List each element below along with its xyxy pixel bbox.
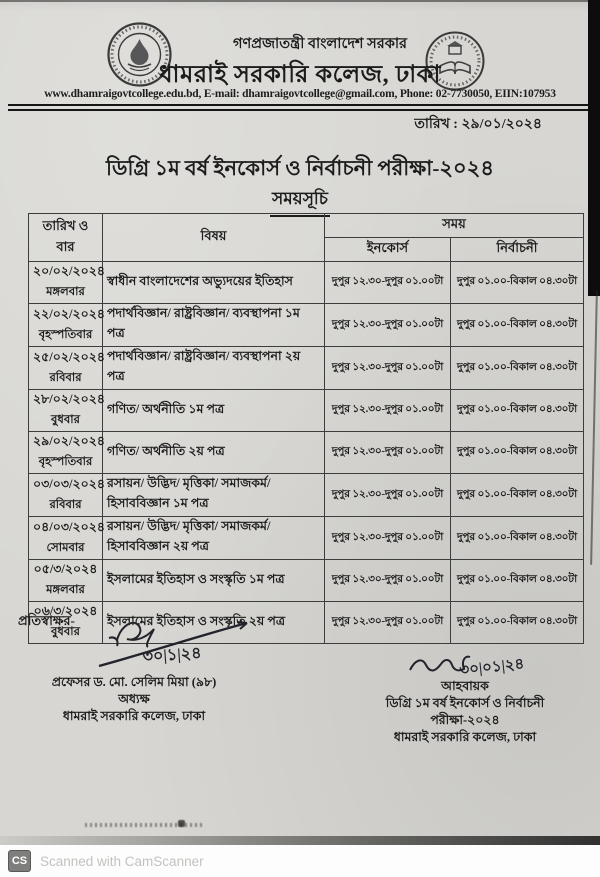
- cell-day: বৃহস্পতিবার: [38, 328, 93, 341]
- cell-date: ২৯/০২/২০২৪: [33, 434, 105, 448]
- header-incourse: ইনকোর্স: [325, 238, 451, 262]
- cell-date-day: [29, 517, 103, 560]
- principal-name: প্রফেসর ড. মো. সেলিম মিয়া (৯৮): [51, 675, 217, 689]
- principal-title: অধ্যক্ষ: [118, 692, 150, 706]
- cell-date: ০৩/০৩/২০২৪: [33, 476, 105, 491]
- header-subject: বিষয়: [103, 214, 325, 262]
- cell-subject: রসায়ন/ উদ্ভিদ/ মৃত্তিকা/ সমাজকর্ম/ হিসাববিজ্ঞান ২য় পত্র: [103, 517, 325, 560]
- convener-org: ধামরাই সরকারি কলেজ, ঢাকা: [393, 730, 537, 744]
- countersign-label: প্রতিস্বাক্ষর-: [18, 613, 75, 628]
- cell-selection-time: দুপুর ০১.০০-বিকাল ০৪.৩০টা: [451, 262, 584, 304]
- cell-day: মঙ্গলবার: [46, 286, 85, 298]
- svg-text:৩০|০১|২৪: ৩০|০১|২৪: [458, 656, 526, 679]
- cell-date: ২৮/০২/২০২৪: [33, 392, 105, 406]
- table-row: [29, 560, 584, 602]
- government-line: গণপ্রজাতন্ত্রী বাংলাদেশ সরকার: [232, 36, 408, 52]
- cell-date-day: [29, 390, 103, 432]
- cell-subject: গণিত/ অর্থনীতি ১ম পত্র: [103, 390, 325, 432]
- principal-org: ধামরাই সরকারি কলেজ, ঢাকা: [62, 709, 206, 723]
- cell-incourse-time: দুপুর ১২.৩০-দুপুর ০১.০০টা: [325, 390, 451, 432]
- cell-incourse-time: দুপুর ১২.৩০-দুপুর ০১.০০টা: [325, 474, 451, 517]
- cell-incourse-time: দুপুর ১২.৩০-দুপুর ০১.০০টা: [325, 432, 451, 474]
- cell-subject: ইসলামের ইতিহাস ও সংস্কৃতি ২য় পত্র: [103, 602, 325, 644]
- cell-date-day: [29, 560, 103, 602]
- header-time: সময়: [325, 214, 584, 238]
- cell-incourse-time: দুপুর ১২.৩০-দুপুর ০১.০০টা: [325, 517, 451, 560]
- cell-selection-time: দুপুর ০১.০০-বিকাল ০৪.৩০টা: [451, 560, 584, 602]
- scan-edge-right-shadow: [590, 290, 598, 565]
- cell-subject: ইসলামের ইতিহাস ও সংস্কৃতি ১ম পত্র: [103, 560, 325, 602]
- cell-subject: স্বাধীন বাংলাদেশের অভ্যুদয়ের ইতিহাস: [103, 262, 325, 304]
- cell-incourse-time: দুপুর ১২.৩০-দুপুর ০১.০০টা: [325, 262, 451, 304]
- convener-role: আহবায়ক: [441, 679, 489, 693]
- cell-date: ০৫/৩/২০২৪: [33, 562, 98, 576]
- table-row: [29, 474, 584, 517]
- principal-signature: [95, 610, 260, 672]
- cell-date-day: [29, 304, 103, 347]
- header-divider: [8, 104, 592, 111]
- cell-incourse-time: দুপুর ১২.৩০-দুপুর ০১.০০টা: [325, 347, 451, 390]
- convener-block: [360, 678, 570, 746]
- cell-selection-time: দুপুর ০১.০০-বিকাল ০৪.৩০টা: [451, 432, 584, 474]
- cell-selection-time: দুপুর ০১.০০-বিকাল ০৪.৩০টা: [451, 602, 584, 644]
- cell-date-day: [29, 262, 103, 304]
- cell-selection-time: দুপুর ০১.০০-বিকাল ০৪.৩০টা: [451, 304, 584, 347]
- scan-edge-top: [0, 0, 600, 2]
- cell-subject: রসায়ন/ উদ্ভিদ/ মৃত্তিকা/ সমাজকর্ম/ হিসাববিজ্ঞান ১ম পত্র: [103, 474, 325, 517]
- cell-date-day: [29, 347, 103, 390]
- table-row: [29, 390, 584, 432]
- cell-selection-time: দুপুর ০১.০০-বিকাল ০৪.৩০টা: [451, 390, 584, 432]
- table-header-row: [29, 214, 584, 238]
- cell-day: রবিবার: [49, 498, 82, 511]
- cell-day: রবিবার: [49, 371, 82, 384]
- cell-day: বুধবার: [51, 626, 80, 638]
- cell-date: ০৪/০৩/২০২৪: [33, 519, 105, 534]
- header-selection: নির্বাচনী: [451, 238, 584, 262]
- header-date-day: তারিখ ও বার: [29, 214, 103, 262]
- cell-incourse-time: দুপুর ১২.৩০-দুপুর ০১.০০টা: [325, 602, 451, 644]
- cell-subject: গণিত/ অর্থনীতি ২য় পত্র: [103, 432, 325, 474]
- cell-selection-time: দুপুর ০১.০০-বিকাল ০৪.৩০টা: [451, 474, 584, 517]
- notice-subtitle: সময়সূচি: [270, 186, 330, 217]
- cell-date: ২৫/০২/২০২৪: [33, 349, 105, 364]
- cell-selection-time: দুপুর ০১.০০-বিকাল ০৪.৩০টা: [451, 517, 584, 560]
- cell-day: বৃহস্পতিবার: [38, 456, 93, 468]
- camscanner-watermark: Scanned with CamScanner: [40, 854, 204, 869]
- table-row: [29, 347, 584, 390]
- cell-day: বুধবার: [51, 414, 80, 426]
- camscanner-footer: [0, 845, 600, 877]
- table-row: [29, 517, 584, 560]
- faint-print-mark: [178, 820, 185, 827]
- cell-subject: পদার্থবিজ্ঞান/ রাষ্ট্রবিজ্ঞান/ ব্যবস্থাপনা ২য় পত্র: [103, 347, 325, 390]
- principal-block: [28, 674, 240, 725]
- cell-subject: পদার্থবিজ্ঞান/ রাষ্ট্রবিজ্ঞান/ ব্যবস্থাপনা ১ম পত্র: [103, 304, 325, 347]
- cell-incourse-time: দুপুর ১২.৩০-দুপুর ০১.০০টা: [325, 560, 451, 602]
- table-row: [29, 432, 584, 474]
- exam-schedule-table: [28, 213, 584, 644]
- cell-selection-time: দুপুর ০১.০০-বিকাল ০৪.৩০টা: [451, 347, 584, 390]
- scan-edge-right: [588, 0, 600, 296]
- cell-date: ২২/০২/২০২৪: [33, 306, 105, 321]
- camscanner-logo-icon: CS: [8, 850, 31, 872]
- table-row: [29, 304, 584, 347]
- cell-date-day: [29, 474, 103, 517]
- convener-line2: পরীক্ষা-২০২৪: [430, 713, 500, 727]
- convener-line1: ডিগ্রি ১ম বর্ষ ইনকোর্স ও নির্বাচনী: [385, 696, 545, 710]
- notice-title: ডিগ্রি ১ম বর্ষ ইনকোর্স ও নির্বাচনী পরীক্ষা-২০২৪: [106, 156, 494, 180]
- cell-date-day: [29, 432, 103, 474]
- svg-text:৩০|১|২৪: ৩০|১|২৪: [142, 644, 203, 666]
- cell-incourse-time: দুপুর ১২.৩০-দুপুর ০১.০০টা: [325, 304, 451, 347]
- contact-line: www.dhamraigovtcollege.edu.bd, E-mail: dhamraigovtcollege@gmail.com, Phone: 02-7730050, EIIN:107953: [44, 88, 556, 100]
- faint-print-line: [85, 823, 203, 827]
- issue-date: তারিখ : ২৯/০১/২০২৪: [414, 117, 542, 132]
- cell-day: মঙ্গলবার: [46, 584, 85, 596]
- cell-day: সোমবার: [46, 541, 85, 554]
- scan-edge-bottom: [0, 836, 600, 845]
- table-row: [29, 262, 584, 304]
- cell-date: ০৬/৩/২০২৪: [33, 604, 98, 618]
- cell-date: ২০/০২/২০২৪: [33, 264, 105, 278]
- college-name: ধামরাই সরকারি কলেজ, ঢাকা: [159, 62, 441, 88]
